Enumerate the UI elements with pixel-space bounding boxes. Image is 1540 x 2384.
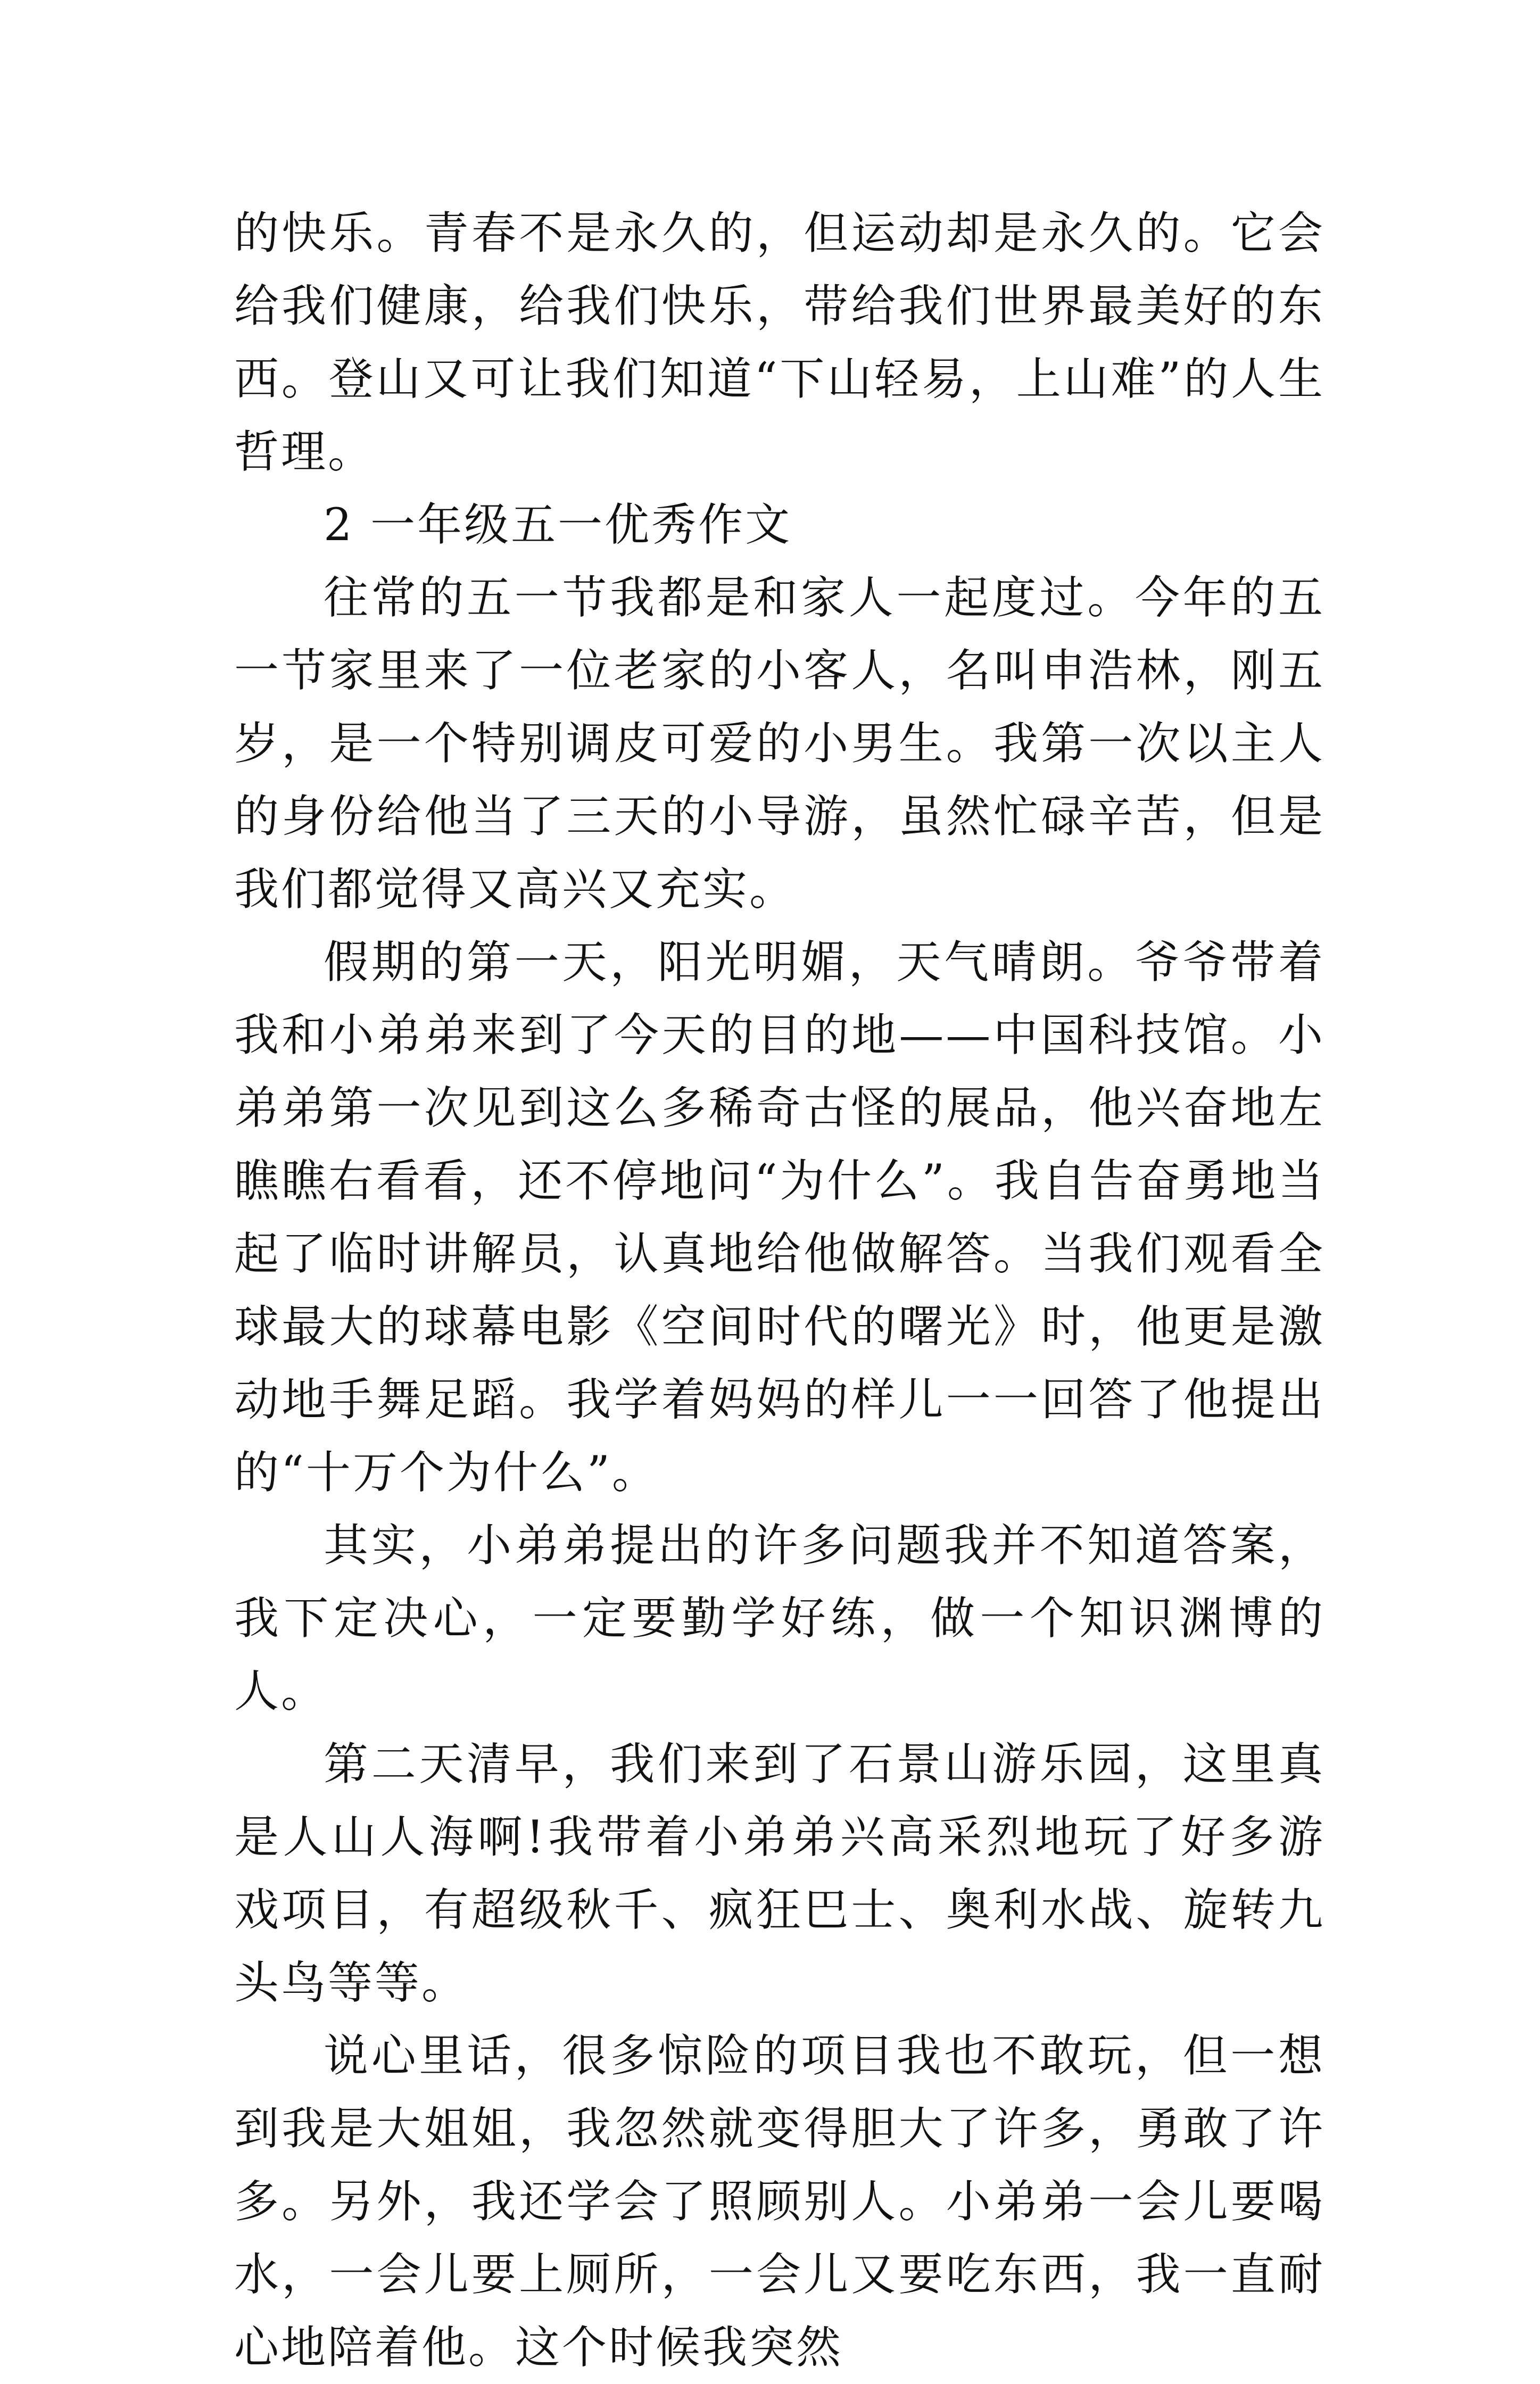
paragraph-1: 的快乐。青春不是永久的，但运动却是永久的。它会给我们健康，给我们快乐，带给我们世界最美好的东西。登山又可让我们知道“下山轻易，上山难”的人生哲理。 [234,207,1325,478]
section-heading: 2 一年级五一优秀作文 [324,499,792,551]
paragraph-6: 说心里话，很多惊险的项目我也不敢玩，但一想到我是大姐姐，我忽然就变得胆大了许多，勇敢了许多。另外，我还学会了照顾别人。小弟弟一会儿要喝水，一会儿要上厕所，一会儿又要吃东西，我一直耐心地陪着他。这个时候我突然 [234,2030,1325,2373]
paragraph-5: 第二天清早，我们来到了石景山游乐园，这里真是人山人海啊!我带着小弟弟兴高采烈地玩了好多游戏项目，有超级秋千、疯狂巴士、奥利水战、旋转九头鸟等等。 [234,1738,1325,2009]
paragraph-2: 往常的五一节我都是和家人一起度过。今年的五一节家里来了一位老家的小客人，名叫申浩林，刚五岁，是一个特别调皮可爱的小男生。我第一次以主人的身份给他当了三天的小导游，虽然忙碌辛苦，但是我们都觉得又高兴又充实。 [234,572,1325,915]
document-body [234,197,1325,2384]
paragraph-4: 其实，小弟弟提出的许多问题我并不知道答案，我下定决心，一定要勤学好练，做一个知识渊博的人。 [234,1519,1325,1717]
paragraph-3: 假期的第一天，阳光明媚，天气晴朗。爷爷带着我和小弟弟来到了今天的目的地——中国科技馆。小弟弟第一次见到这么多稀奇古怪的展品，他兴奋地左瞧瞧右看看，还不停地问“为什么”。我自告奋勇地当起了临时讲解员，认真地给他做解答。当我们观看全球最大的球幕电影《空间时代的曙光》时，他更是激动地手舞足蹈。我学着妈妈的样儿一一回答了他提出的“十万个为什么”。 [234,936,1325,1499]
